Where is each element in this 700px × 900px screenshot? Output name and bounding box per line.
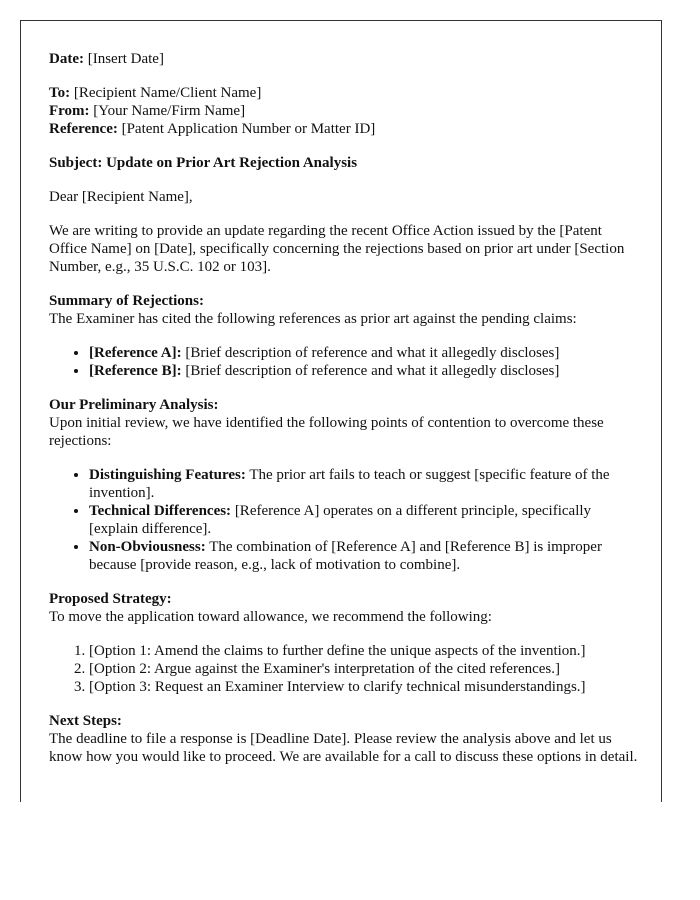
date-line: Date: [Insert Date] [49, 51, 164, 67]
subject-line: Subject: Update on Prior Art Rejection Analysis [49, 155, 358, 171]
reference-list [49, 344, 639, 380]
list-item: 2. [Option 2: Argue against the Examiner's interpretation of the cited references.] [89, 660, 669, 678]
list-item: • Technical Differences: [Reference A] operates on a different principle, specifically [explain difference]. [89, 502, 639, 538]
strategy-heading: Proposed Strategy: [49, 591, 172, 607]
analysis-section: Our Preliminary Analysis: Upon initial review, we have identified the following points of contention to overcome these rejections: [49, 397, 604, 449]
intro-paragraph: We are writing to provide an update regarding the recent Office Action issued by the [Patent Office Name] on [Date], specifically concerning the rejections based on prior art under [Section Number, e.g., 35 U.S.C. 102 or 103]. [49, 223, 625, 275]
list-item: 3. [Option 3: Request an Examiner Interview to clarify technical misunderstandings.] [89, 678, 669, 696]
salutation: Dear [Recipient Name], [49, 189, 193, 205]
list-item: 1. [Option 1: Amend the claims to further define the unique aspects of the invention.] [89, 642, 669, 660]
analysis-list [49, 466, 639, 574]
list-item: • Non-Obviousness: The combination of [Reference A] and [Reference B] is improper because [provide reason, e.g., lack of motivation to combine]. [89, 538, 639, 574]
strategy-section: Proposed Strategy: To move the application toward allowance, we recommend the following: [49, 591, 492, 625]
next-steps-section: Next Steps: The deadline to file a response is [Deadline Date]. Please review the analysis above and let us know how you would like to proceed. We are available for a call to discuss these options in detail. [49, 713, 638, 765]
letter-page [20, 20, 662, 802]
summary-section: Summary of Rejections: The Examiner has cited the following references as prior art against the pending claims: [49, 293, 577, 327]
list-item: • [Reference A]: [Brief description of reference and what it allegedly discloses] [89, 344, 639, 362]
list-item: • [Reference B]: [Brief description of reference and what it allegedly discloses] [89, 362, 639, 380]
summary-heading: Summary of Rejections: [49, 293, 204, 309]
next-steps-heading: Next Steps: [49, 713, 122, 729]
strategy-list [49, 642, 669, 696]
analysis-heading: Our Preliminary Analysis: [49, 397, 219, 413]
address-block: To: [Recipient Name/Client Name] From: [Your Name/Firm Name] Reference: [Patent Application Number or Matter ID] [49, 85, 376, 137]
list-item: • Distinguishing Features: The prior art fails to teach or suggest [specific feature of the invention]. [89, 466, 639, 502]
